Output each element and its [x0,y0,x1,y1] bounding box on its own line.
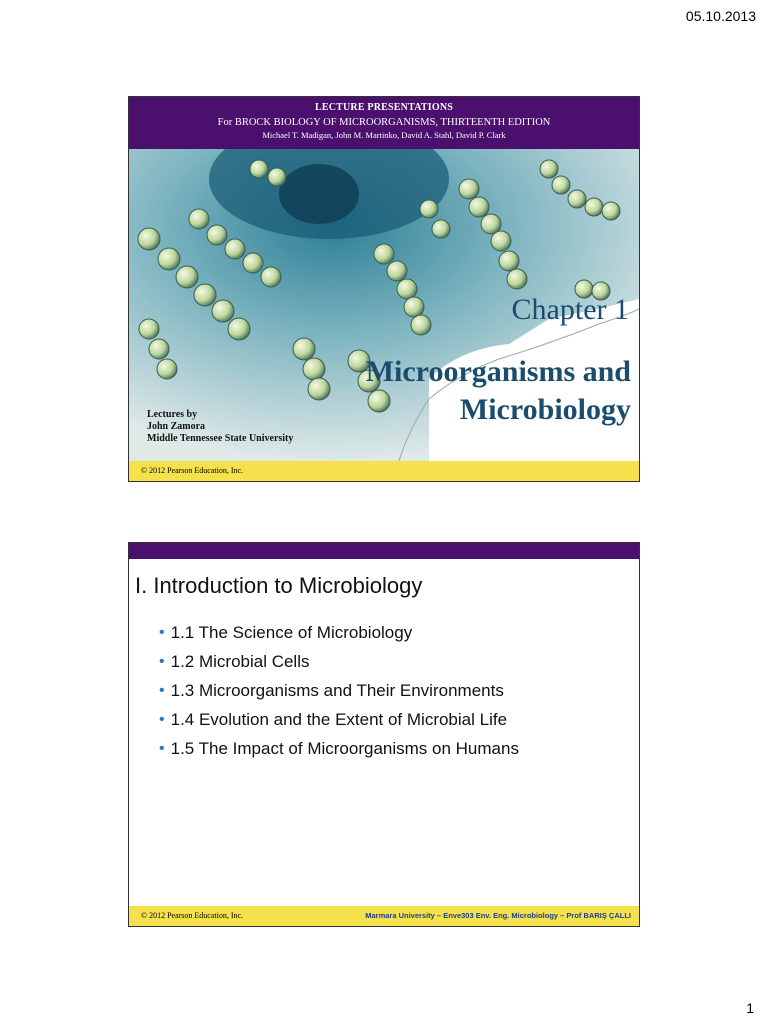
bullet-icon: • [159,653,165,670]
list-item-text: 1.3 Microorganisms and Their Environments [170,681,504,700]
course-info: Marmara University – Enve303 Env. Eng. Microbiology – Prof BARIŞ ÇALLI [365,911,631,920]
list-item-text: 1.1 The Science of Microbiology [170,623,413,642]
slide-header-bar [129,543,639,559]
lecturer-line-3: Middle Tennessee State University [147,433,294,444]
title-slide [128,96,640,482]
bullet-icon: • [159,711,165,728]
copyright: © 2012 Pearson Education, Inc. [141,466,244,475]
header-line-1: LECTURE PRESENTATIONS [314,102,454,113]
chapter-title-line-1: Microorganisms and [365,355,631,388]
slide-header [129,97,639,149]
outline-slide [128,542,640,927]
list-item-text: 1.4 Evolution and the Extent of Microbial Life [170,710,508,729]
topic-list [159,623,519,768]
chapter-title [366,353,631,429]
header-line-3: Michael T. Madigan, John M. Martinko, David A. Stahl, David P. Clark [262,130,506,140]
list-item-text: 1.5 The Impact of Microorganisms on Humans [170,739,519,758]
list-item [159,739,519,759]
page-date: 05.10.2013 [685,8,756,24]
bullet-icon: • [159,740,165,757]
list-item [159,623,519,643]
bullet-icon: • [159,624,165,641]
page-number: 1 [746,1000,754,1016]
slide-title: I. Introduction to Microbiology [135,573,423,598]
bullet-icon: • [159,682,165,699]
slide-footer [129,461,639,481]
list-item-text: 1.2 Microbial Cells [170,652,310,671]
header-line-2: For BROCK BIOLOGY OF MICROORGANISMS, THIRTEENTH EDITION [217,117,551,128]
chapter-title-line-2: Microbiology [459,393,631,426]
lecturer-info [147,409,293,445]
chapter-label: Chapter 1 [511,293,629,326]
list-item [159,681,519,701]
list-item [159,652,519,672]
lecturer-line-1: Lectures by [147,409,198,420]
list-item [159,710,519,730]
copyright: © 2012 Pearson Education, Inc. [141,911,244,920]
lecturer-line-2: John Zamora [147,421,206,432]
slide-footer [129,906,639,926]
